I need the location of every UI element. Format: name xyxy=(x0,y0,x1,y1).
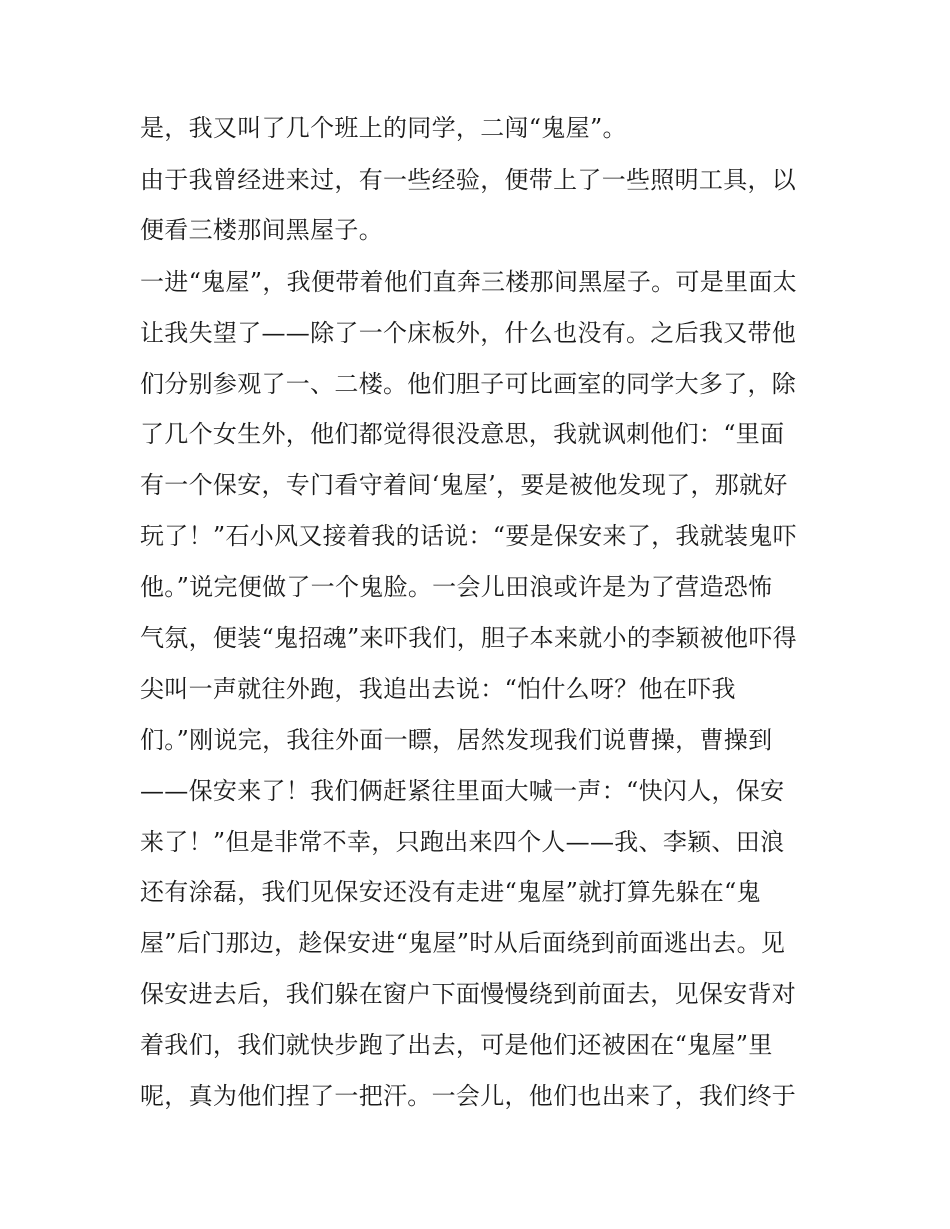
text-line: 是，我又叫了几个班上的同学，二闯“鬼屋”。 xyxy=(140,114,627,142)
text-line: 还有涂磊，我们见保安还没有走进“鬼屋”就打算先躲在“鬼 xyxy=(140,878,761,906)
text-line: 由于我曾经进来过，有一些经验，便带上了一些照明工具，以 xyxy=(140,166,797,194)
text-line: 尖叫一声就往外跑，我追出去说：“怕什么呀？他在吓我 xyxy=(140,675,736,703)
text-line: ——保安来了！我们俩赶紧往里面大喊一声：“快闪人，保安 xyxy=(140,777,785,805)
text-line: 一进“鬼屋”，我便带着他们直奔三楼那间黑屋子。可是里面太 xyxy=(140,268,797,296)
text-line: 便看三楼那间黑屋子。 xyxy=(140,216,383,244)
text-line: 呢，真为他们捏了一把汗。一会儿，他们也出来了，我们终于 xyxy=(140,1082,797,1110)
text-line: 着我们，我们就快步跑了出去，可是他们还被困在“鬼屋”里 xyxy=(140,1031,773,1059)
text-line: 了几个女生外，他们都觉得很没意思，我就讽刺他们：“里面 xyxy=(140,420,785,448)
text-line: 们。”刚说完，我往外面一瞟，居然发现我们说曹操，曹操到 xyxy=(140,726,773,754)
text-line: 来了！”但是非常不幸，只跑出来四个人——我、李颖、田浪 xyxy=(140,828,785,856)
text-line: 有一个保安，专门看守着间‘鬼屋’，要是被他发现了，那就好 xyxy=(140,471,788,499)
text-line: 气氛，便装“鬼招魂”来吓我们，胆子本来就小的李颖被他吓得 xyxy=(140,624,797,652)
text-line: 们分别参观了一、二楼。他们胆子可比画室的同学大多了，除 xyxy=(140,370,797,398)
text-line: 玩了！”石小风又接着我的话说：“要是保安来了，我就装鬼吓 xyxy=(140,522,797,550)
text-line: 他。”说完便做了一个鬼脸。一会儿田浪或许是为了营造恐怖 xyxy=(140,573,773,601)
text-line: 屋”后门那边，趁保安进“鬼屋”时从后面绕到前面逃出去。见 xyxy=(140,929,786,957)
text-line: 保安进去后，我们躲在窗户下面慢慢绕到前面去，见保安背对 xyxy=(140,980,797,1008)
text-line: 让我失望了——除了一个床板外，什么也没有。之后我又带他 xyxy=(140,319,797,347)
